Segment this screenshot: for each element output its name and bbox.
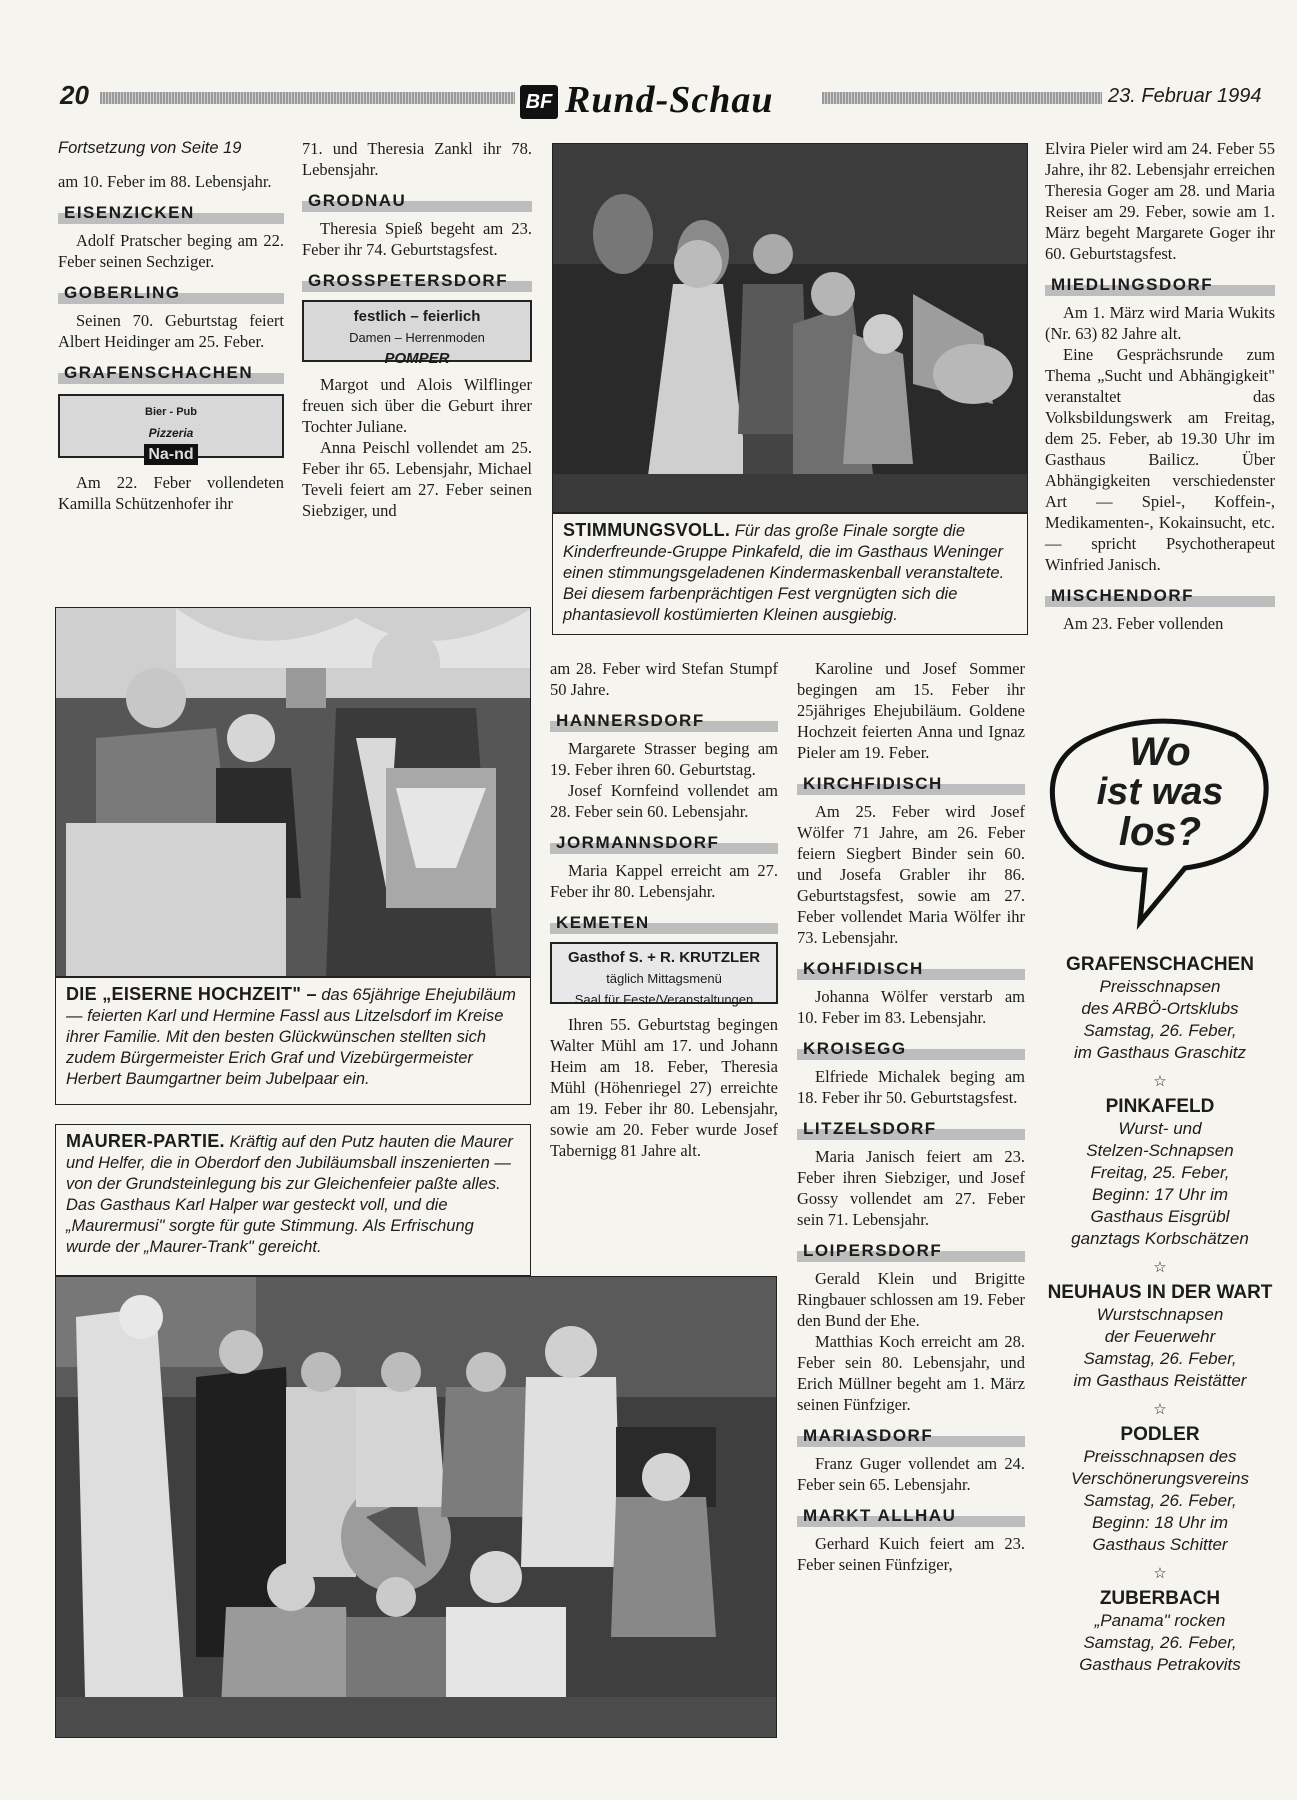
caption-maurer bbox=[55, 1124, 531, 1276]
article-text: Am 25. Feber wird Josef Wölfer 71 Jahre, am 26. Feber feiern Siegbert Binder sein 60. und Josefa Grabler ihr 86. Geburtstagsfest, sowie am 27. Feber vollendet Maria Wölfer ihr 73. Lebensjahr. bbox=[797, 802, 1025, 947]
ad-line: Pizzeria bbox=[148, 426, 194, 440]
event-line: Beginn: 18 Uhr im bbox=[1091, 1513, 1229, 1532]
article-text: Am 22. Feber vollendeten Kamilla Schützenhofer ihr bbox=[58, 473, 284, 513]
photo-children-maskenball bbox=[552, 143, 1028, 513]
ad-line: Na-nd bbox=[144, 444, 197, 465]
header-rule-left bbox=[100, 92, 515, 104]
ad-pizzeria bbox=[58, 394, 284, 463]
section-heading: MARKT ALLHAU bbox=[797, 1503, 1025, 1527]
article-text: Seinen 70. Geburtstag feiert Albert Heidinger am 25. Feber. bbox=[58, 311, 284, 351]
star-icon: ☆ bbox=[1153, 1073, 1167, 1090]
article-text: Am 1. März wird Maria Wukits (Nr. 63) 82 Jahre alt. bbox=[1045, 303, 1275, 343]
logo-icon: BF bbox=[520, 85, 558, 119]
section-heading: JORMANNSDORF bbox=[550, 830, 778, 854]
event-line: der Feuerwehr bbox=[1104, 1327, 1216, 1346]
article-text: Josef Kornfeind vollendet am 28. Feber sein 60. Lebensjahr. bbox=[550, 781, 778, 821]
article-text: Maria Kappel erreicht am 27. Feber ihr 80. Lebensjahr. bbox=[550, 861, 778, 901]
caption-heading: DIE „EISERNE HOCHZEIT" – bbox=[66, 984, 317, 1004]
article-text: Adolf Pratscher beging am 22. Feber seinen Sechziger. bbox=[58, 231, 284, 271]
section-heading: KEMETEN bbox=[550, 910, 778, 934]
star-icon: ☆ bbox=[1153, 1565, 1167, 1582]
article-text: Theresia Spieß begeht am 23. Feber ihr 74. Geburtstagsfest. bbox=[302, 219, 532, 259]
article-text: Elfriede Michalek beging am 18. Feber ihr 50. Geburtstagsfest. bbox=[797, 1067, 1025, 1107]
bubble-text: los? bbox=[1118, 810, 1202, 854]
event-line: Beginn: 17 Uhr im bbox=[1091, 1185, 1229, 1204]
event-line: „Panama" rocken bbox=[1094, 1611, 1226, 1630]
column-2 bbox=[302, 138, 532, 521]
event-line: des ARBÖ-Ortsklubs bbox=[1081, 999, 1239, 1018]
article-text: Margarete Strasser beging am 19. Feber ihren 60. Geburtstag. bbox=[550, 739, 778, 779]
event-line: Preisschnapsen des bbox=[1083, 1447, 1237, 1466]
section-heading: HANNERSDORF bbox=[550, 708, 778, 732]
event-place: ZUBERBACH bbox=[1099, 1588, 1221, 1609]
column-3 bbox=[550, 658, 778, 1161]
event-line: Stelzen-Schnapsen bbox=[1086, 1141, 1234, 1160]
column-1 bbox=[58, 138, 284, 514]
column-4 bbox=[797, 658, 1025, 1575]
ad-pomper bbox=[302, 300, 532, 367]
ad-line: Damen – Herrenmoden bbox=[349, 330, 485, 345]
section-heading: KROISEGG bbox=[797, 1036, 1025, 1060]
caption-text: Für das große Finale sorgte die Kinderfreunde-Gruppe Pinkafeld, die im Gasthaus Weninger einen stimmungsgeladenen Kindermaskenball veranstaltete. Bei diesem farbenprächtigen Fest vergnügten sich die phantasievoll kostümierten Kleinen ausgiebig. bbox=[563, 522, 1005, 624]
event-place: GRAFENSCHACHEN bbox=[1066, 954, 1254, 975]
event-line: im Gasthaus Reistätter bbox=[1073, 1371, 1247, 1390]
event-line: Freitag, 25. Feber, bbox=[1090, 1163, 1230, 1182]
caption-text: das 65jährige Ehejubiläum — feierten Karl und Hermine Fassl aus Litzelsdorf im Kreise ihrer Familie. Mit den besten Glückwünschen stellten sich zudem Bürgermeister Erich Graf und Vizebürgermeister Herbert Baumgartner beim Jubelpaar ein. bbox=[66, 986, 516, 1088]
article-text: am 10. Feber im 88. Lebensjahr. bbox=[58, 172, 272, 191]
issue-date: 23. Februar 1994 bbox=[1108, 85, 1262, 107]
caption-heading: STIMMUNGSVOLL. bbox=[563, 520, 731, 540]
masthead: Rund-Schau bbox=[565, 79, 774, 121]
section-heading: MIEDLINGSDORF bbox=[1045, 272, 1275, 296]
event-line: ganztags Korbschätzen bbox=[1071, 1229, 1249, 1248]
event-place: NEUHAUS IN DER WART bbox=[1047, 1282, 1273, 1303]
section-heading: GROSSPETERSDORF bbox=[302, 268, 532, 292]
star-icon: ☆ bbox=[1153, 1401, 1167, 1418]
article-text: Am 23. Feber vollenden bbox=[1063, 614, 1224, 633]
article-text: am 28. Feber wird Stefan Stumpf 50 Jahre. bbox=[550, 659, 778, 699]
header-rule-right bbox=[822, 92, 1102, 104]
ad-line: täglich Mittagsmenü bbox=[606, 971, 722, 986]
article-text: Elvira Pieler wird am 24. Feber 55 Jahre, ihr 82. Lebensjahr erreichen Theresia Goger am 28. und Maria Reiser am 29. Feber, sowie am 1. März begeht Margarete Goger ihr 60. Geburtstagsfest. bbox=[1045, 139, 1275, 263]
page-number: 20 bbox=[60, 80, 89, 110]
ad-krutzler bbox=[550, 942, 778, 1007]
caption-children bbox=[552, 513, 1028, 635]
event-line: Gasthaus Eisgrübl bbox=[1090, 1207, 1230, 1226]
article-text: Johanna Wölfer verstarb am 10. Feber im 83. Lebensjahr. bbox=[797, 987, 1025, 1027]
ad-line: Saal für Feste/Veranstaltungen bbox=[574, 992, 754, 1007]
article-text: Matthias Koch erreicht am 28. Feber sein 80. Lebensjahr, und Erich Müllner begeht am 1. März seinen Fünfziger. bbox=[797, 1332, 1025, 1414]
section-heading: KOHFIDISCH bbox=[797, 956, 1025, 980]
ad-line: festlich – feierlich bbox=[353, 308, 481, 325]
section-heading: KIRCHFIDISCH bbox=[797, 771, 1025, 795]
event-line: Preisschnapsen bbox=[1099, 977, 1221, 996]
event-line: Samstag, 26. Feber, bbox=[1083, 1633, 1237, 1652]
event-line: Wurst- und bbox=[1118, 1119, 1202, 1138]
article-text: Anna Peischl vollendet am 25. Feber ihr 65. Lebensjahr, Michael Teveli feiert am 27. Feber seinen Siebziger, und bbox=[302, 438, 532, 520]
speech-bubble-graphic bbox=[1045, 710, 1275, 930]
event-line: Gasthaus Petrakovits bbox=[1079, 1655, 1241, 1674]
event-line: Wurstschnapsen bbox=[1096, 1305, 1224, 1324]
article-text: Margot und Alois Wilflinger freuen sich über die Geburt ihrer Tochter Juliane. bbox=[302, 375, 532, 436]
caption-text: Kräftig auf den Putz hauten die Maurer und Helfer, die in Oberdorf den Jubiläumsball inszenierten — von der Grundsteinlegung bis zur Gleichenfeier paßte alles. Das Gasthaus Karl Halper war gesteckt voll, und die „Maurermusi" sorgte für gute Stimmung. Als Erfrischung wurde der „Maurer-Trank" gereicht. bbox=[66, 1133, 513, 1256]
caption-heading: MAURER-PARTIE. bbox=[66, 1131, 225, 1151]
caption-wedding bbox=[55, 977, 531, 1105]
section-heading: LITZELSDORF bbox=[797, 1116, 1025, 1140]
section-heading: GRAFENSCHACHEN bbox=[58, 360, 284, 384]
event-place: PINKAFELD bbox=[1105, 1096, 1215, 1117]
section-heading: MISCHENDORF bbox=[1045, 583, 1275, 607]
column-5 bbox=[1045, 138, 1275, 634]
photo-eiserne-hochzeit bbox=[55, 607, 531, 977]
event-line: Samstag, 26. Feber, bbox=[1083, 1491, 1237, 1510]
continuation-note: Fortsetzung von Seite 19 bbox=[58, 139, 242, 157]
article-text: Maria Janisch feiert am 23. Feber ihren Siebziger, und Josef Gossy vollendet am 27. Feber sein 71. Lebensjahr. bbox=[797, 1147, 1025, 1229]
article-text: Ihren 55. Geburtstag begingen Walter Mühl am 17. und Johann Heim am 18. Feber, Theresia Mühl (Höhenriegel 27) erreichte am 19. Feber ihr 80. Lebensjahr, sowie am 20. Feber wurde Josef Tabernigg 81 Jahre alt. bbox=[550, 1015, 778, 1160]
article-text: Karoline und Josef Sommer begingen am 15. Feber ihr 25jähriges Ehejubiläum. Goldene Hochzeit feierten Anna und Ignaz Pieler am 19. Feber. bbox=[797, 659, 1025, 762]
photo-maurer-partie bbox=[55, 1276, 777, 1738]
event-line: im Gasthaus Graschitz bbox=[1074, 1043, 1246, 1062]
ad-line: Gasthof S. + R. KRUTZLER bbox=[567, 949, 761, 966]
section-heading: GOBERLING bbox=[58, 280, 284, 304]
article-text: Franz Guger vollendet am 24. Feber sein 65. Lebensjahr. bbox=[797, 1454, 1025, 1494]
section-heading: GRODNAU bbox=[302, 188, 532, 212]
ad-line: POMPER bbox=[384, 350, 450, 367]
event-line: Samstag, 26. Feber, bbox=[1083, 1021, 1237, 1040]
events-list bbox=[1045, 950, 1275, 1676]
section-heading: LOIPERSDORF bbox=[797, 1238, 1025, 1262]
star-icon: ☆ bbox=[1153, 1259, 1167, 1276]
article-text: Eine Gesprächsrunde zum Thema „Sucht und Abhängigkeit" veranstaltet das Volksbildungswerk am Freitag, dem 25. Feber, ab 19.30 Uhr im Gasthaus Bailicz. Über Abhängigkeiten verschiedenster Art — Spiel-, Koffein-, Medikamenten-, Kokainsucht, etc. — spricht Psychotherapeut Winfried Janisch. bbox=[1045, 345, 1275, 574]
event-line: Verschönerungsvereins bbox=[1071, 1469, 1249, 1488]
bubble-text: Wo bbox=[1129, 730, 1191, 774]
article-text: Gerhard Kuich feiert am 23. Feber seinen Fünfziger, bbox=[797, 1534, 1025, 1574]
event-place: PODLER bbox=[1120, 1424, 1200, 1445]
event-line: Gasthaus Schitter bbox=[1092, 1535, 1228, 1554]
section-heading: MARIASDORF bbox=[797, 1423, 1025, 1447]
ad-line: Bier - Pub bbox=[145, 406, 197, 418]
section-heading: EISENZICKEN bbox=[58, 200, 284, 224]
bubble-text: ist was bbox=[1096, 771, 1224, 813]
article-text: Gerald Klein und Brigitte Ringbauer schlossen am 19. Feber den Bund der Ehe. bbox=[797, 1269, 1025, 1330]
event-line: Samstag, 26. Feber, bbox=[1083, 1349, 1237, 1368]
article-text: 71. und Theresia Zankl ihr 78. Lebensjahr. bbox=[302, 139, 532, 179]
